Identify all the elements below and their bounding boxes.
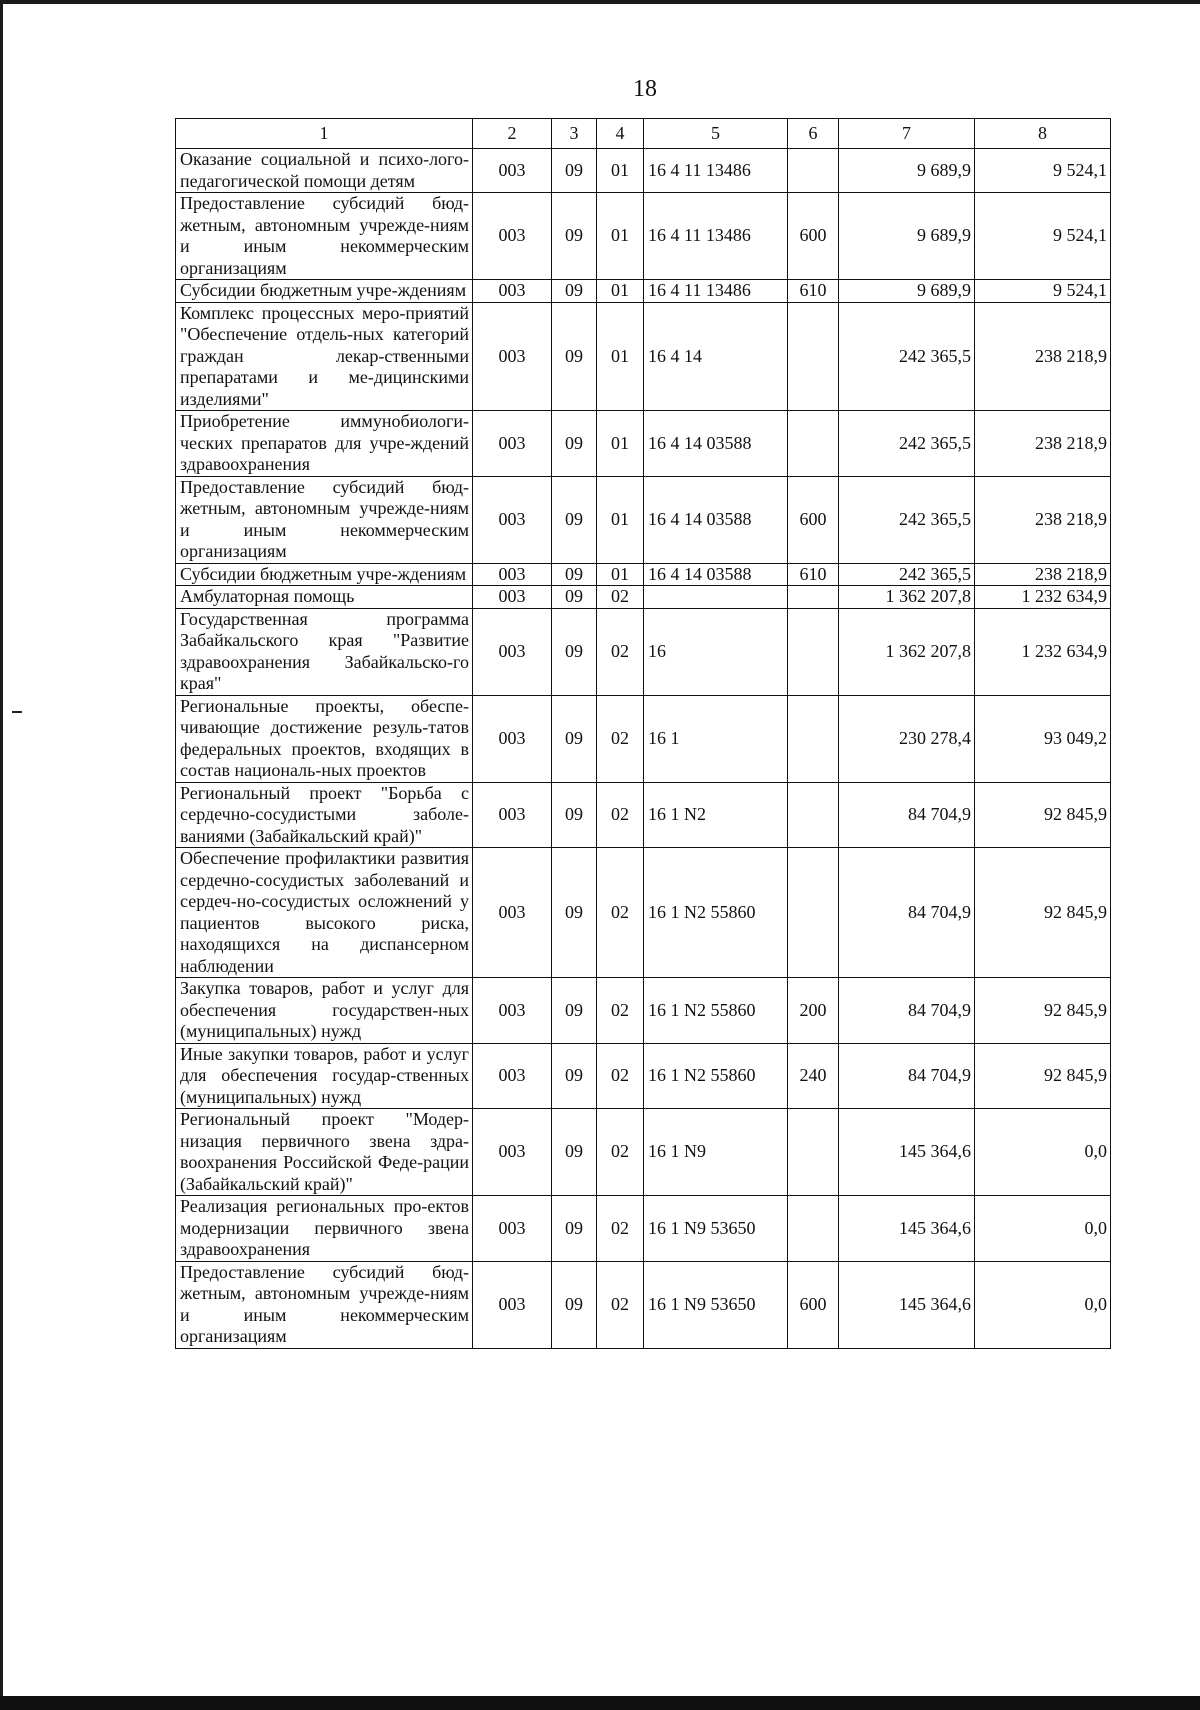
table-row [176,848,1111,978]
table-row [176,476,1111,563]
column-header: 6 [788,119,839,149]
table-body [176,119,1111,1349]
section-code-cell: 09 [552,586,597,609]
amount-year2-cell: 238 218,9 [975,476,1111,563]
ministry-code-cell: 003 [473,848,552,978]
amount-year2-cell: 93 049,2 [975,695,1111,782]
amount-year2-cell: 238 218,9 [975,411,1111,477]
column-header: 7 [839,119,975,149]
table-row [176,1109,1111,1196]
section-code-cell: 09 [552,978,597,1044]
target-article-cell: 16 1 N9 [644,1109,788,1196]
expense-type-cell [788,695,839,782]
row-name-cell: Реализация региональных про-ектов модернизации первичного звена здравоохранения [176,1196,473,1262]
target-article-cell: 16 1 N9 53650 [644,1261,788,1348]
amount-year1-cell: 145 364,6 [839,1109,975,1196]
section-code-cell: 09 [552,608,597,695]
section-code-cell: 09 [552,411,597,477]
column-header: 8 [975,119,1111,149]
amount-year1-cell: 242 365,5 [839,302,975,411]
amount-year1-cell: 9 689,9 [839,193,975,280]
target-article-cell [644,586,788,609]
section-code-cell: 09 [552,1043,597,1109]
table-row [176,782,1111,848]
ministry-code-cell: 003 [473,586,552,609]
row-name-cell: Государственная программа Забайкальского края "Развитие здравоохранения Забайкальско-го края" [176,608,473,695]
table-row [176,302,1111,411]
target-article-cell: 16 1 N9 53650 [644,1196,788,1262]
target-article-cell: 16 1 N2 55860 [644,848,788,978]
section-code-cell: 09 [552,1109,597,1196]
target-article-cell: 16 4 11 13486 [644,193,788,280]
subsection-code-cell: 02 [597,586,644,609]
amount-year1-cell: 9 689,9 [839,149,975,193]
amount-year1-cell: 230 278,4 [839,695,975,782]
expense-type-cell: 600 [788,1261,839,1348]
target-article-cell: 16 4 14 03588 [644,411,788,477]
subsection-code-cell: 01 [597,411,644,477]
amount-year1-cell: 145 364,6 [839,1196,975,1262]
row-name-cell: Предоставление субсидий бюд-жетным, автономным учрежде-ниям и иным некоммерческим организациям [176,193,473,280]
table-row [176,149,1111,193]
table-row [176,695,1111,782]
header-row [176,119,1111,149]
expense-type-cell: 610 [788,563,839,586]
subsection-code-cell: 02 [597,1043,644,1109]
table-row [176,1043,1111,1109]
amount-year1-cell: 84 704,9 [839,1043,975,1109]
scan-border-top [0,0,1200,4]
expense-type-cell: 610 [788,280,839,303]
table-row [176,608,1111,695]
amount-year2-cell: 92 845,9 [975,848,1111,978]
ministry-code-cell: 003 [473,1196,552,1262]
target-article-cell: 16 1 [644,695,788,782]
target-article-cell: 16 1 N2 55860 [644,1043,788,1109]
scan-mark [12,711,22,713]
amount-year2-cell: 0,0 [975,1109,1111,1196]
section-code-cell: 09 [552,1261,597,1348]
scan-border-bottom [0,1696,1200,1710]
amount-year1-cell: 145 364,6 [839,1261,975,1348]
section-code-cell: 09 [552,280,597,303]
ministry-code-cell: 003 [473,149,552,193]
expense-type-cell: 240 [788,1043,839,1109]
section-code-cell: 09 [552,563,597,586]
ministry-code-cell: 003 [473,280,552,303]
amount-year1-cell: 84 704,9 [839,848,975,978]
amount-year1-cell: 242 365,5 [839,476,975,563]
amount-year2-cell: 238 218,9 [975,563,1111,586]
expense-type-cell [788,1109,839,1196]
subsection-code-cell: 02 [597,608,644,695]
subsection-code-cell: 01 [597,193,644,280]
section-code-cell: 09 [552,302,597,411]
ministry-code-cell: 003 [473,1261,552,1348]
amount-year2-cell: 1 232 634,9 [975,586,1111,609]
expense-type-cell [788,302,839,411]
expense-type-cell: 200 [788,978,839,1044]
amount-year2-cell: 9 524,1 [975,280,1111,303]
table-row [176,586,1111,609]
column-header: 4 [597,119,644,149]
amount-year2-cell: 1 232 634,9 [975,608,1111,695]
subsection-code-cell: 01 [597,280,644,303]
expense-type-cell [788,586,839,609]
amount-year2-cell: 9 524,1 [975,193,1111,280]
expense-type-cell: 600 [788,476,839,563]
ministry-code-cell: 003 [473,193,552,280]
section-code-cell: 09 [552,848,597,978]
row-name-cell: Субсидии бюджетным учре-ждениям [176,280,473,303]
amount-year1-cell: 84 704,9 [839,978,975,1044]
ministry-code-cell: 003 [473,476,552,563]
target-article-cell: 16 4 11 13486 [644,280,788,303]
amount-year1-cell: 242 365,5 [839,411,975,477]
amount-year2-cell: 238 218,9 [975,302,1111,411]
budget-table [175,118,1111,1349]
table-row [176,193,1111,280]
row-name-cell: Предоставление субсидий бюд-жетным, автономным учрежде-ниям и иным некоммерческим организациям [176,1261,473,1348]
section-code-cell: 09 [552,1196,597,1262]
subsection-code-cell: 01 [597,302,644,411]
amount-year1-cell: 84 704,9 [839,782,975,848]
subsection-code-cell: 01 [597,563,644,586]
page-number: 18 [633,76,657,102]
target-article-cell: 16 1 N2 55860 [644,978,788,1044]
subsection-code-cell: 02 [597,1261,644,1348]
subsection-code-cell: 02 [597,1196,644,1262]
amount-year2-cell: 92 845,9 [975,978,1111,1044]
ministry-code-cell: 003 [473,782,552,848]
section-code-cell: 09 [552,193,597,280]
ministry-code-cell: 003 [473,608,552,695]
amount-year1-cell: 242 365,5 [839,563,975,586]
row-name-cell: Обеспечение профилактики развития сердечно-сосудистых заболеваний и сердеч-но-сосудистых осложнений у пациентов высокого риска, находящихся на диспансерном наблюдении [176,848,473,978]
ministry-code-cell: 003 [473,411,552,477]
row-name-cell: Оказание социальной и психо-лого-педагогической помощи детям [176,149,473,193]
target-article-cell: 16 4 14 [644,302,788,411]
row-name-cell: Амбулаторная помощь [176,586,473,609]
expense-type-cell [788,411,839,477]
row-name-cell: Региональные проекты, обеспе-чивающие достижение резуль-татов федеральных проектов, входящих в состав националь-ных проектов [176,695,473,782]
amount-year1-cell: 1 362 207,8 [839,586,975,609]
column-header: 2 [473,119,552,149]
row-name-cell: Приобретение иммунобиологи-ческих препаратов для учре-ждений здравоохранения [176,411,473,477]
target-article-cell: 16 4 11 13486 [644,149,788,193]
amount-year2-cell: 92 845,9 [975,782,1111,848]
subsection-code-cell: 02 [597,978,644,1044]
table-row [176,411,1111,477]
subsection-code-cell: 02 [597,695,644,782]
expense-type-cell [788,848,839,978]
section-code-cell: 09 [552,149,597,193]
target-article-cell: 16 [644,608,788,695]
section-code-cell: 09 [552,476,597,563]
amount-year1-cell: 9 689,9 [839,280,975,303]
row-name-cell: Предоставление субсидий бюд-жетным, автономным учрежде-ниям и иным некоммерческим организациям [176,476,473,563]
expense-type-cell: 600 [788,193,839,280]
table-row [176,1261,1111,1348]
ministry-code-cell: 003 [473,695,552,782]
subsection-code-cell: 01 [597,149,644,193]
subsection-code-cell: 02 [597,782,644,848]
table-row [176,978,1111,1044]
row-name-cell: Региональный проект "Борьба с сердечно-сосудистыми заболе-ваниями (Забайкальский край)" [176,782,473,848]
row-name-cell: Комплекс процессных меро-приятий "Обеспечение отдель-ных категорий граждан лекар-ственными препаратами и ме-дицинскими изделиями" [176,302,473,411]
ministry-code-cell: 003 [473,1109,552,1196]
row-name-cell: Иные закупки товаров, работ и услуг для обеспечения государ-ственных (муниципальных) нужд [176,1043,473,1109]
table-row [176,280,1111,303]
row-name-cell: Субсидии бюджетным учре-ждениям [176,563,473,586]
amount-year2-cell: 0,0 [975,1196,1111,1262]
subsection-code-cell: 02 [597,848,644,978]
expense-type-cell [788,1196,839,1262]
amount-year2-cell: 0,0 [975,1261,1111,1348]
expense-type-cell [788,149,839,193]
subsection-code-cell: 02 [597,1109,644,1196]
target-article-cell: 16 4 14 03588 [644,476,788,563]
ministry-code-cell: 003 [473,563,552,586]
section-code-cell: 09 [552,695,597,782]
amount-year2-cell: 92 845,9 [975,1043,1111,1109]
target-article-cell: 16 4 14 03588 [644,563,788,586]
row-name-cell: Региональный проект "Модер-низация первичного звена здра-воохранения Российской Феде-рации (Забайкальский край)" [176,1109,473,1196]
expense-type-cell [788,608,839,695]
section-code-cell: 09 [552,782,597,848]
column-header: 3 [552,119,597,149]
row-name-cell: Закупка товаров, работ и услуг для обеспечения государствен-ных (муниципальных) нужд [176,978,473,1044]
column-header: 5 [644,119,788,149]
target-article-cell: 16 1 N2 [644,782,788,848]
ministry-code-cell: 003 [473,1043,552,1109]
table-row [176,563,1111,586]
scan-border-left [0,0,3,1710]
amount-year1-cell: 1 362 207,8 [839,608,975,695]
expense-type-cell [788,782,839,848]
table-row [176,1196,1111,1262]
ministry-code-cell: 003 [473,978,552,1044]
ministry-code-cell: 003 [473,302,552,411]
subsection-code-cell: 01 [597,476,644,563]
amount-year2-cell: 9 524,1 [975,149,1111,193]
column-header: 1 [176,119,473,149]
